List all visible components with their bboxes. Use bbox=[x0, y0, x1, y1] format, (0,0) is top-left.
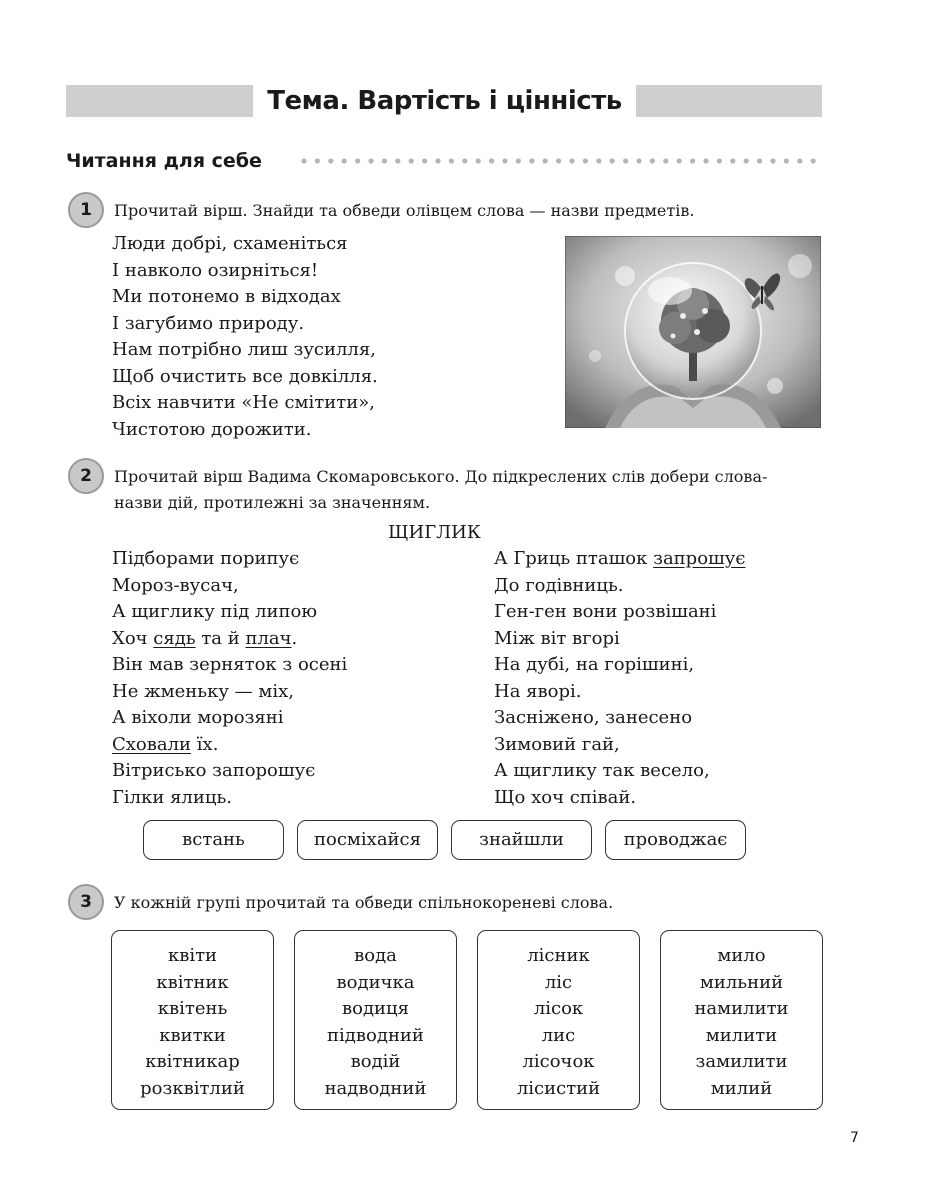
task-3-number: 3 bbox=[68, 884, 104, 920]
poem-line: Нам потрібно лиш зусилля, bbox=[112, 339, 376, 360]
poem-line: Зимовий гай, bbox=[494, 733, 620, 755]
group-word: лісистий bbox=[516, 1077, 601, 1099]
group-word: квіти bbox=[167, 945, 218, 966]
poem-line: Всіх навчити «Не смітити», bbox=[112, 392, 375, 413]
poem-text: А Гриць пташок bbox=[494, 548, 654, 569]
poem-line: Щоб очистить все довкілля. bbox=[112, 365, 378, 387]
poem-line: Мороз-вусач, bbox=[112, 574, 239, 596]
poem-line: Засніжено, занесено bbox=[494, 707, 693, 728]
word-box: знайшли bbox=[451, 820, 592, 860]
poem-line: Ми потонемо в відходах bbox=[112, 286, 341, 307]
poem-left-column bbox=[112, 546, 347, 811]
poem-line: Що хоч співай. bbox=[494, 786, 637, 808]
task-2-number: 2 bbox=[68, 458, 104, 494]
group-word: милити bbox=[705, 1024, 778, 1046]
word-group-box bbox=[111, 930, 274, 1110]
poem-line: Ген-ген вони розвішані bbox=[494, 601, 717, 622]
word-box: встань bbox=[143, 820, 284, 860]
group-word: розквітлий bbox=[140, 1077, 245, 1099]
word-group-box bbox=[660, 930, 823, 1110]
underlined-word: Сховали bbox=[112, 733, 192, 755]
globe-in-hands-photo bbox=[565, 236, 821, 428]
group-word: мило bbox=[717, 945, 766, 966]
word-box: проводжає bbox=[605, 820, 746, 860]
poem-line: Гілки ялиць. bbox=[112, 786, 232, 808]
group-word: намилити bbox=[694, 998, 789, 1019]
poem-line: Вітрисько запорошує bbox=[112, 760, 316, 781]
poem-line: Не жменьку — міх, bbox=[112, 680, 294, 702]
group-word: водиця bbox=[342, 998, 409, 1019]
group-word: квітень bbox=[157, 998, 228, 1019]
poem-line bbox=[112, 626, 347, 653]
group-word: водичка bbox=[336, 971, 415, 993]
group-word: підводний bbox=[327, 1024, 424, 1046]
group-word: квітник bbox=[156, 971, 229, 993]
poem-line bbox=[494, 546, 745, 573]
poem-text: . bbox=[291, 627, 298, 649]
poem-text: Хоч bbox=[112, 627, 154, 649]
poem-line: І навколо озирніться! bbox=[112, 259, 319, 281]
poem-text: їх. bbox=[191, 733, 219, 755]
task-2-instruction bbox=[114, 464, 767, 516]
group-word: мильний bbox=[699, 971, 784, 993]
underlined-word: плач bbox=[245, 627, 292, 649]
poem-line: До годівниць. bbox=[494, 574, 624, 596]
group-word: лис bbox=[541, 1024, 576, 1046]
poem-line bbox=[112, 732, 347, 759]
poem-line: Між віт вгорі bbox=[494, 627, 620, 649]
word-box: посміхайся bbox=[297, 820, 438, 860]
poem-line: Люди добрі, схаменіться bbox=[112, 233, 348, 254]
task-1-instruction: Прочитай вірш. Знайди та обведи олівцем слова — назви предметів. bbox=[114, 201, 695, 220]
task-2-instruction-line: Прочитай вірш Вадима Скомаровського. До підкреслених слів добери слова- bbox=[114, 467, 768, 486]
group-word: лісник bbox=[527, 945, 590, 966]
group-word: лісочок bbox=[522, 1051, 595, 1072]
underlined-word: сядь bbox=[153, 627, 196, 649]
poem-line: А щиглику так весело, bbox=[494, 760, 710, 781]
task-2-instruction-line: назви дій, протилежні за значенням. bbox=[114, 493, 431, 512]
poem-right-column bbox=[494, 546, 745, 811]
topic-title: Тема. Вартість і цінність bbox=[253, 76, 636, 126]
underlined-word: запрошує bbox=[653, 548, 746, 569]
section-title: Читання для себе bbox=[66, 150, 262, 172]
poem-line: Він мав зерняток з осені bbox=[112, 654, 348, 675]
poem-line: А віхоли морозяні bbox=[112, 707, 284, 728]
task-3-instruction: У кожній групі прочитай та обведи спільнокореневі слова. bbox=[114, 893, 614, 912]
word-group-box bbox=[294, 930, 457, 1110]
poem-line: Підборами порипує bbox=[112, 548, 300, 569]
poem-line: На яворі. bbox=[494, 680, 582, 702]
word-group-box bbox=[477, 930, 640, 1110]
poem-line: А щиглику під липою bbox=[112, 601, 318, 622]
page-number: 7 bbox=[850, 1130, 859, 1146]
group-word: водій bbox=[350, 1051, 401, 1072]
group-word: вода bbox=[354, 945, 397, 966]
poem-text: та й bbox=[195, 627, 246, 649]
poem-line: І загубимо природу. bbox=[112, 312, 305, 334]
poem-line: Чистотою дорожити. bbox=[112, 418, 312, 440]
group-word: милий bbox=[710, 1077, 773, 1099]
group-word: квітникар bbox=[145, 1051, 240, 1072]
dotted-divider bbox=[300, 154, 824, 168]
poem-line: На дубі, на горішині, bbox=[494, 654, 695, 675]
task-1-number: 1 bbox=[68, 192, 104, 228]
task-1-poem bbox=[112, 231, 378, 443]
group-word: надводний bbox=[324, 1077, 427, 1099]
group-word: лісок bbox=[533, 998, 584, 1019]
poem-title: ЩИГЛИК bbox=[388, 522, 481, 543]
group-word: ліс bbox=[544, 971, 573, 993]
group-word: замилити bbox=[695, 1051, 788, 1072]
group-word: квитки bbox=[159, 1024, 226, 1046]
